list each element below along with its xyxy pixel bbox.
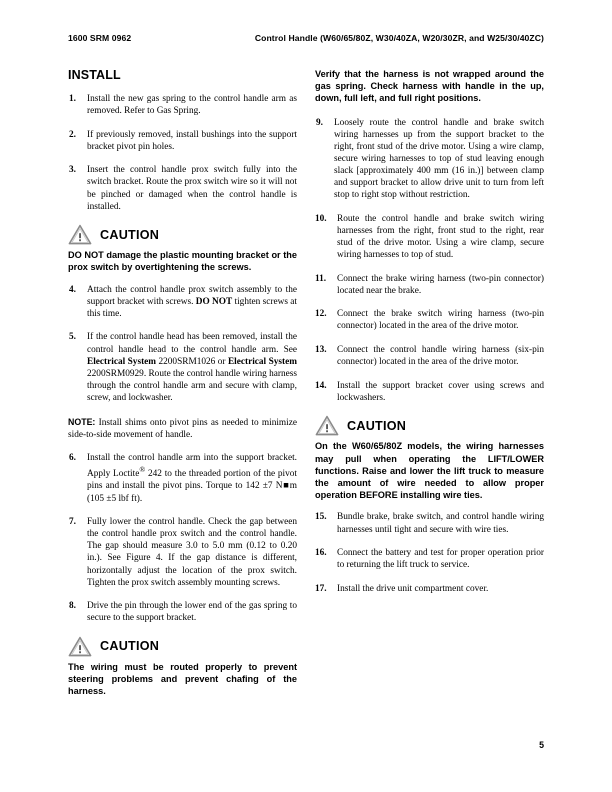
caution-text: On the W60/65/80Z models, the wiring harnesses may pull when operating the LIFT/LOWER functions. Raise and lower the lift truck to measure the amount of wire needed to allow proper operation BEFORE installing wire ties. (315, 441, 544, 501)
warning-triangle-icon (68, 224, 92, 245)
step-number: 17. (315, 583, 327, 594)
step-text: Connect the control handle wiring harness (six-pin connector) located in the area of the drive motor. (337, 345, 544, 368)
page-number: 5 (539, 740, 544, 750)
step-text: Install the support bracket cover using screws and lockwashers. (337, 380, 544, 403)
list-item (68, 452, 297, 504)
caution-block (315, 415, 544, 501)
step-text: Install the new gas spring to the control handle arm as removed. Refer to Gas Spring. (87, 94, 297, 117)
step-text: Bundle brake, brake switch, and control handle wiring harnesses until tight and secure with wire ties. (337, 512, 544, 535)
caution-block (68, 224, 297, 273)
step-text: Connect the battery and test for proper operation prior to returning the lift truck to service. (337, 548, 544, 571)
step-number: 13. (315, 345, 327, 356)
page-header (68, 33, 544, 43)
caution-label: CAUTION (100, 227, 160, 242)
step-number: 15. (315, 512, 327, 523)
header-document-number: 1600 SRM 0962 (68, 33, 132, 43)
caution-label: CAUTION (347, 418, 407, 433)
step-number: 7. (69, 517, 76, 528)
step-text: Connect the brake wiring harness (two-pin connector) located near the brake. (337, 273, 544, 296)
step-number: 10. (315, 213, 327, 224)
step-number: 6. (69, 453, 76, 464)
note-text: Install shims onto pivot pins as needed to minimize side-to-side movement of handle. (68, 417, 297, 440)
caution-continuation-text: Verify that the harness is not wrapped around the gas spring. Check harness with handle in the up, down, full left, and full right positions. (315, 69, 544, 104)
step-text: Loosely route the control handle and brake switch wiring harnesses up from the support bracket to the right, front stud of the drive motor. Using a wire clamp, secure wiring harnesses to top of stud leaving enough slack [approximately 400 mm (16 in.)] between clamp and support bracket to allow drive unit to turn from left stop to right stop without restriction. (334, 117, 544, 201)
step-number: 2. (69, 129, 76, 140)
step-text: Install the control handle arm into the support bracket. Apply Loctite® 242 to the threaded portion of the pivot pins and install the pivot pins. Torque to 142 ±7 N■m (105 ±5 lbf ft). (87, 453, 297, 504)
step-text: Insert the control handle prox switch fully into the switch bracket. Route the prox switch wire so it will not be pinched or damaged when the control handle is installed. (87, 165, 297, 212)
step-text: Attach the control handle prox switch assembly to the support bracket with screws. DO NOT tighten screws at this time. (87, 284, 297, 319)
list-item (315, 583, 544, 595)
caution-text: DO NOT damage the plastic mounting bracket or the prox switch by overtightening the screws. (68, 250, 297, 273)
list-item (315, 273, 544, 297)
page-title: INSTALL (68, 68, 121, 82)
step-text: Fully lower the control handle. Check the gap between the control handle prox switch and the control handle. The gap should measure 3.0 to 5.0 mm (0.12 to 0.20 in.). See Figure 4. If the gap distance is different, horizontally adjust the location of the prox switch. Tighten the prox switch assembly mounting screws. (87, 517, 297, 588)
step-text: Connect the brake switch wiring harness (two-pin connector) located in the area of the drive motor. (337, 309, 544, 332)
step-number: 9. (316, 117, 323, 128)
step-text: Install the drive unit compartment cover. (337, 583, 489, 594)
list-item (315, 308, 544, 332)
note-label: NOTE: (68, 416, 96, 427)
list-item (68, 93, 297, 117)
list-item (68, 164, 297, 212)
step-text: Route the control handle and brake switch wiring harnesses from the right, front stud to the right, rear stud of the drive motor. Using a wire clamp, secure wiring harnesses to top of stud. (337, 213, 544, 261)
step-number: 3. (69, 165, 76, 176)
warning-triangle-icon (315, 415, 339, 436)
list-item (315, 547, 544, 571)
step-number: 5. (69, 332, 76, 343)
left-column (68, 68, 297, 708)
caution-block (68, 636, 297, 698)
step-text: If the control handle head has been removed, install the control handle head to the control handle arm. See Electrical System 2200SRM1026 or Electrical System 2200SRM0929. Route the control handle wiring harness through the control handle arm and secure with clamp, screw, and lockwasher. (87, 332, 297, 403)
caution-header (315, 415, 544, 436)
list-item (315, 213, 544, 261)
step-number: 14. (315, 380, 327, 391)
list-item (315, 117, 544, 202)
list-item (68, 516, 297, 589)
step-number: 4. (69, 284, 76, 295)
list-item (68, 331, 297, 404)
list-item (315, 380, 544, 404)
step-number: 16. (315, 548, 327, 559)
note-block (68, 416, 297, 441)
step-text: Drive the pin through the lower end of the gas spring to secure to the support bracket. (87, 601, 297, 624)
list-item (315, 344, 544, 368)
list-item (68, 284, 297, 320)
step-number: 11. (315, 273, 327, 284)
caution-header (68, 636, 297, 657)
step-number: 1. (69, 94, 76, 104)
list-item (68, 600, 297, 624)
caution-header (68, 224, 297, 245)
list-item (315, 511, 544, 535)
right-column (315, 68, 544, 606)
step-number: 12. (315, 309, 327, 320)
step-number: 8. (69, 601, 76, 612)
warning-triangle-icon (68, 636, 92, 657)
caution-label: CAUTION (100, 639, 160, 654)
list-item (68, 129, 297, 153)
header-document-title: Control Handle (W60/65/80Z, W30/40ZA, W20/30ZR, and W25/30/40ZC) (254, 33, 544, 43)
caution-text: The wiring must be routed properly to prevent steering problems and prevent chafing of the harness. (68, 661, 297, 697)
step-text: If previously removed, install bushings into the support bracket pivot pin holes. (87, 129, 297, 152)
